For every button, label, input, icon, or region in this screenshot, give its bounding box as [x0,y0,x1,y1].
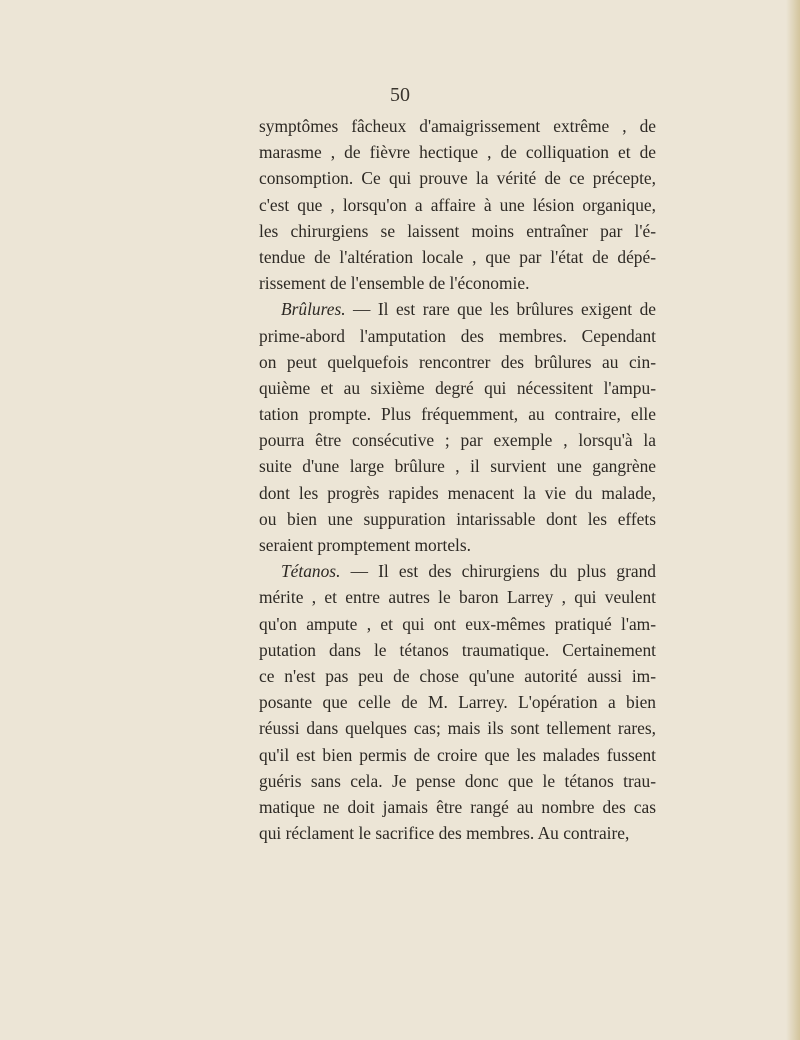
text-line: c'est que , lorsqu'on a affaire à une lésion organique, [259,194,656,215]
text-line [259,296,656,322]
text-line: mérite , et entre autres le baron Larrey , qui veulent [259,587,656,608]
text-line: putation dans le tétanos traumatique. Certainement [259,639,656,660]
text-line: prime-abord l'amputation des membres. Cependant [259,325,656,346]
text-line: rissement de l'ensemble de l'économie. [259,273,530,294]
text-line: tendue de l'altération locale , que par l'état de dépé- [259,246,656,267]
text-line: suite d'une large brûlure , il survient une gangrène [259,456,656,477]
text-line: quième et au sixième degré qui nécessitent l'ampu- [259,377,656,398]
text-line: ce n'est pas peu de chose qu'une autorité aussi im- [259,665,656,686]
text-line: posante que celle de M. Larrey. L'opération a bien [259,692,656,713]
text-line: matique ne doit jamais être rangé au nombre des cas [259,796,656,817]
text-line: qu'on ampute , et qui ont eux-mêmes pratiqué l'am- [259,613,656,634]
text-line: marasme , de fièvre hectique , de colliquation et de [259,142,656,163]
text-line: réussi dans quelques cas; mais ils sont tellement rares, [259,718,656,739]
text-line: dont les progrès rapides menacent la vie du malade, [259,482,656,503]
text-line: tation prompte. Plus fréquemment, au contraire, elle [259,404,656,425]
text-line [259,558,656,584]
paragraph-tetanos [259,558,656,846]
text-run: — Il est des chirurgiens du plus grand [340,561,656,582]
page-edge-shadow [786,0,800,1040]
page-number: 50 [390,84,410,106]
section-heading-tetanos: Tétanos. [281,561,341,582]
text-line: les chirurgiens se laissent moins entraîner par l'é- [259,220,656,241]
text-line: pourra être consécutive ; par exemple , lorsqu'à la [259,430,656,451]
text-line: consomption. Ce qui prouve la vérité de ce précepte, [259,168,656,189]
paragraph-continuation [259,113,656,296]
section-heading-brulures: Brûlures. [281,299,346,320]
text-line: on peut quelquefois rencontrer des brûlures au cin- [259,351,656,372]
paragraph-brulures [259,296,656,558]
text-line: symptômes fâcheux d'amaigrissement extrême , de [259,116,656,136]
text-line: qui réclament le sacrifice des membres. Au contraire, [259,823,630,844]
text-run: — Il est rare que les brûlures exigent de [345,299,656,320]
text-line: qu'il est bien permis de croire que les malades fussent [259,744,656,765]
text-line: guéris sans cela. Je pense donc que le tétanos trau- [259,770,656,791]
text-line: seraient promptement mortels. [259,535,472,555]
body-text [259,113,656,846]
text-line: ou bien une suppuration intarissable dont les effets [259,508,656,529]
